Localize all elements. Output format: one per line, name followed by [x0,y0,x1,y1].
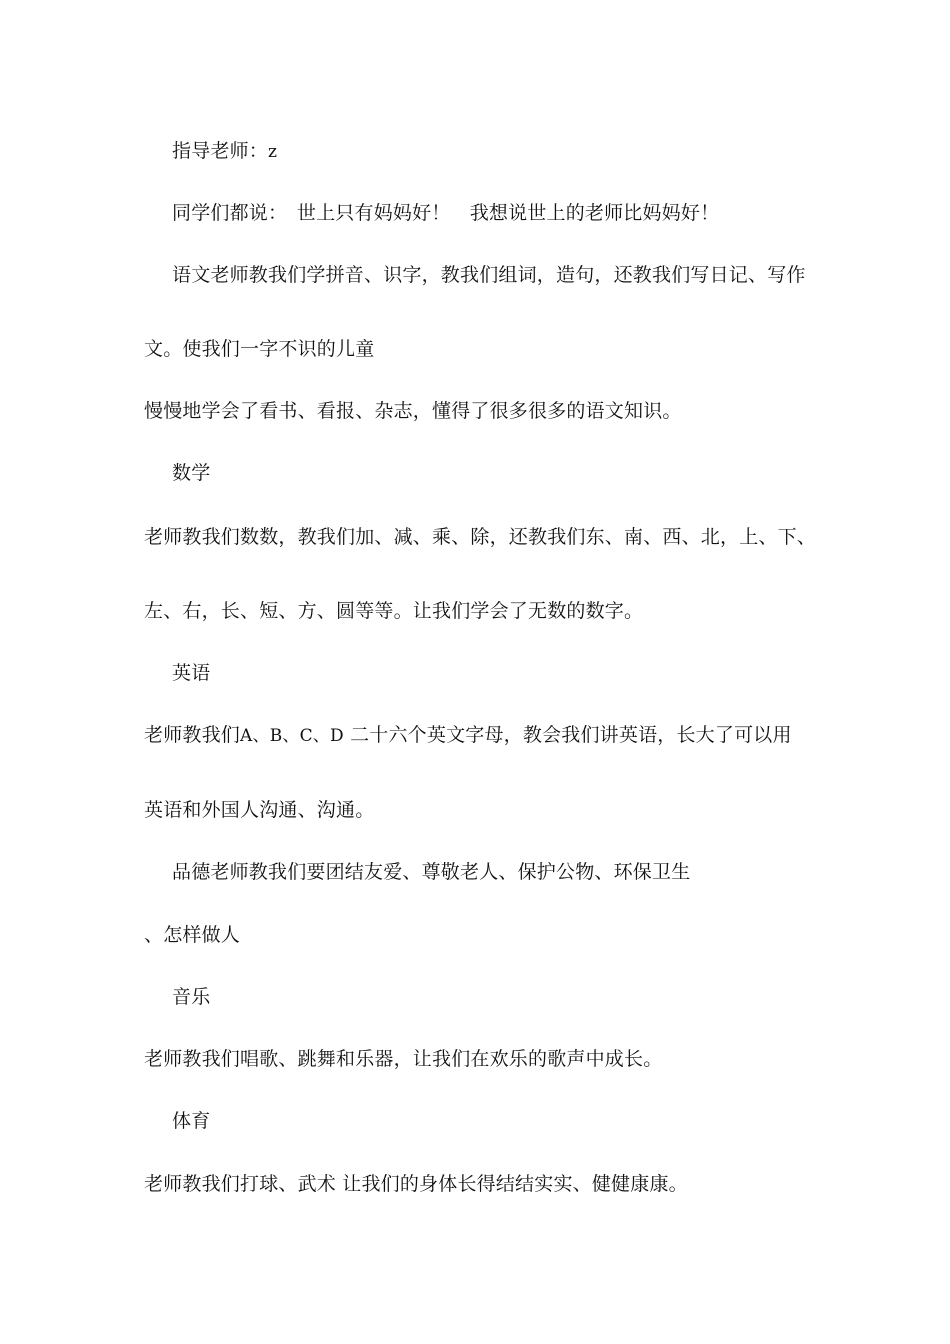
chinese-paragraph-line-3: 慢慢地学会了看书、看报、杂志，懂得了很多很多的语文知识。 [144,400,682,422]
math-paragraph-line-1: 老师教我们数数，教我们加、减、乘、除，还教我们东、南、西、北，上、下、 [144,526,817,548]
music-heading: 音乐 [172,986,211,1008]
english-suffix: 二十六个英文字母，教会我们讲英语，长大了可以用 [343,724,792,746]
morality-paragraph-line-2: 、怎样做人 [144,924,241,946]
pe-heading: 体育 [172,1110,211,1132]
chinese-paragraph-line-1: 语文老师教我们学拼音、识字，教我们组词，造句，还教我们写日记、写作 [172,264,806,286]
morality-paragraph-line-1: 品德老师教我们要团结友爱、尊敬老人、保护公物、环保卫生 [172,861,691,883]
english-heading: 英语 [172,662,211,684]
music-paragraph: 老师教我们唱歌、跳舞和乐器，让我们在欢乐的歌声中成长。 [144,1048,663,1070]
english-paragraph-line-1 [144,722,792,749]
advisor-label: 指导老师： [172,140,269,162]
math-paragraph-line-2: 左、右，长、短、方、圆等等。让我们学会了无数的数字。 [144,600,644,622]
english-paragraph-line-2: 英语和外国人沟通、沟通。 [144,799,375,821]
english-letters: A、B、C、D [240,726,344,746]
pe-paragraph: 老师教我们打球、武术 让我们的身体长得结结实实、健健康康。 [144,1173,688,1195]
chinese-paragraph-line-2: 文。使我们一字不识的儿童 [144,338,375,360]
intro-line: 同学们都说： 世上只有妈妈好！ 我想说世上的老师比妈妈好！ [172,202,720,224]
math-heading: 数学 [172,462,211,484]
advisor-line [172,138,277,165]
advisor-value: z [268,142,278,162]
english-prefix: 老师教我们 [144,724,241,746]
